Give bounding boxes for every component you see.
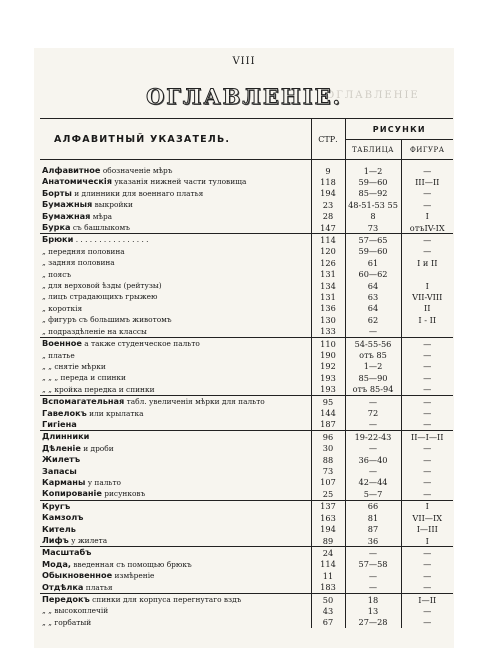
header-page: СТР. — [311, 119, 345, 160]
entry-table: 59—60 — [345, 246, 401, 257]
entry-table: отъ 85 — [345, 350, 401, 361]
entry-keyword: Дѣленіе — [42, 442, 81, 453]
entry-figure: III—II — [401, 176, 453, 187]
entry-description: „ фигуръ съ большимъ животомъ — [42, 315, 172, 325]
table-row — [40, 454, 453, 465]
entry-description: рисунковъ — [101, 489, 146, 499]
entry-description: „ „ горбатый — [42, 617, 92, 627]
entry-figure: VII—IX — [401, 512, 453, 523]
entry-term — [40, 512, 311, 523]
entry-term — [40, 269, 311, 280]
entry-table: 8 — [345, 211, 401, 222]
entry-page: 193 — [311, 384, 345, 396]
entry-term — [40, 396, 311, 408]
entry-description: „ платье — [42, 350, 75, 360]
entry-term — [40, 165, 311, 176]
entry-term — [40, 361, 311, 372]
entry-figure: I — [401, 500, 453, 512]
entry-table: 73 — [345, 222, 401, 234]
entry-term — [40, 547, 311, 559]
entry-table: 36 — [345, 535, 401, 547]
entry-description: измѣреніе — [112, 571, 155, 581]
entry-term — [40, 488, 311, 500]
entry-table: 64 — [345, 303, 401, 314]
entry-page: 133 — [311, 326, 345, 338]
entry-page: 9 — [311, 165, 345, 176]
header-table: ТАБЛИЦА — [345, 140, 401, 160]
table-row — [40, 350, 453, 361]
entry-figure: — — [401, 338, 453, 350]
entry-figure: — — [401, 384, 453, 396]
entry-term — [40, 570, 311, 581]
book-page — [34, 48, 454, 648]
entry-term — [40, 257, 311, 268]
entry-description: у пальто — [85, 477, 121, 487]
entry-table: — — [345, 396, 401, 408]
entry-keyword: Копированіе — [42, 488, 102, 499]
entry-description: указанія нижней части туловища — [111, 177, 247, 187]
entry-term — [40, 535, 311, 547]
entry-keyword: Вспомагательная — [42, 396, 125, 407]
table-row — [40, 512, 453, 523]
entry-term — [40, 605, 311, 616]
entry-table: 42—44 — [345, 477, 401, 488]
table-row — [40, 384, 453, 396]
entry-table: 72 — [345, 408, 401, 419]
table-row — [40, 372, 453, 383]
entry-description: обозначеніе мѣръ — [100, 166, 173, 175]
entry-description: мѣра — [90, 211, 113, 221]
index-rows — [40, 160, 453, 629]
table-row — [40, 314, 453, 325]
entry-keyword: Передокъ — [42, 594, 90, 605]
table-row — [40, 396, 453, 408]
entry-term — [40, 326, 311, 338]
entry-keyword: Отдѣлка — [42, 581, 84, 592]
entry-page: 114 — [311, 234, 345, 246]
entry-table: 1—2 — [345, 361, 401, 372]
entry-description: или крылатка — [86, 408, 144, 418]
entry-table: отъ 85-94 — [345, 384, 401, 396]
entry-page: 130 — [311, 314, 345, 325]
entry-term — [40, 524, 311, 535]
entry-keyword: Кругъ — [42, 500, 71, 511]
entry-figure: I—II — [401, 594, 453, 606]
entry-keyword: Алфавитное — [42, 165, 101, 175]
entry-term — [40, 176, 311, 187]
entry-table: 27—28 — [345, 617, 401, 628]
table-row — [40, 176, 453, 187]
entry-term — [40, 582, 311, 594]
table-row — [40, 165, 453, 176]
entry-keyword: Обыкновенное — [42, 570, 113, 581]
table-row — [40, 408, 453, 419]
entry-term — [40, 617, 311, 628]
entry-page: 30 — [311, 443, 345, 454]
bleed-through-text: ОГЛАВЛЕНІЕ — [326, 90, 420, 101]
table-row — [40, 280, 453, 291]
entry-description: „ „ „ переда и спинки — [42, 373, 126, 383]
entry-description: „ поясъ — [42, 269, 72, 279]
entry-figure: — — [401, 605, 453, 616]
entry-table: — — [345, 582, 401, 594]
entry-figure: — — [401, 350, 453, 361]
entry-description: „ передняя половина — [42, 246, 125, 256]
header-drawings: РИСУНКИ — [345, 119, 453, 140]
entry-description: и дроби — [80, 443, 114, 453]
entry-figure — [401, 269, 453, 280]
entry-description: „ подраздѣленіе на классы — [42, 326, 147, 336]
entry-figure: — — [401, 466, 453, 477]
entry-table: 59—60 — [345, 176, 401, 187]
entry-term — [40, 338, 311, 350]
entry-page: 192 — [311, 361, 345, 372]
entry-figure: — — [401, 188, 453, 199]
entry-term — [40, 372, 311, 383]
entry-figure: I и II — [401, 257, 453, 268]
table-row — [40, 291, 453, 302]
entry-table: 62 — [345, 314, 401, 325]
entry-table: — — [345, 547, 401, 559]
entry-description: спинки для корпуса перегнутаго вздъ — [89, 595, 242, 605]
entry-term — [40, 199, 311, 210]
entry-figure: I—III — [401, 524, 453, 535]
entry-page: 107 — [311, 477, 345, 488]
entry-keyword: Масштабъ — [42, 547, 92, 558]
table-row — [40, 303, 453, 314]
entry-keyword: Запасы — [42, 465, 77, 476]
entry-page: 73 — [311, 466, 345, 477]
entry-keyword: Камзолъ — [42, 512, 84, 523]
entry-term — [40, 408, 311, 419]
entry-description: „ для верховой ѣзды (рейтузы) — [42, 281, 162, 291]
entry-description: „ „ высокоплечій — [42, 606, 109, 616]
table-row — [40, 547, 453, 559]
entry-table: 36—40 — [345, 454, 401, 465]
entry-term — [40, 466, 311, 477]
entry-figure: — — [401, 443, 453, 454]
entry-figure: — — [401, 396, 453, 408]
entry-figure: — — [401, 361, 453, 372]
entry-page: 50 — [311, 594, 345, 606]
entry-term — [40, 559, 311, 570]
entry-figure: — — [401, 582, 453, 594]
entry-description: „ „ снятіе мѣрки — [42, 361, 106, 371]
entry-figure: — — [401, 419, 453, 431]
entry-keyword: Гавелокъ — [42, 407, 87, 418]
table-row — [40, 188, 453, 199]
entry-keyword: Бурка — [42, 222, 71, 233]
entry-page: 131 — [311, 269, 345, 280]
entry-table: 19-22-43 — [345, 431, 401, 443]
entry-page: 114 — [311, 559, 345, 570]
entry-term — [40, 211, 311, 222]
entry-table: 60—62 — [345, 269, 401, 280]
entry-keyword: Борты — [42, 187, 72, 198]
entry-description: введенная съ помощью брюкъ — [71, 559, 192, 569]
entry-figure: — — [401, 477, 453, 488]
entry-table: 57—65 — [345, 234, 401, 246]
entry-term — [40, 280, 311, 291]
entry-description: „ „ кройка передка и спинки — [42, 384, 155, 394]
table-row — [40, 617, 453, 628]
entry-page: 194 — [311, 188, 345, 199]
entry-table: — — [345, 570, 401, 581]
entry-figure: — — [401, 234, 453, 246]
entry-page: 144 — [311, 408, 345, 419]
entry-page: 43 — [311, 605, 345, 616]
entry-table: 18 — [345, 594, 401, 606]
entry-figure: — — [401, 488, 453, 500]
entry-keyword: Лифъ — [42, 535, 69, 545]
entry-term — [40, 246, 311, 257]
entry-description: „ лицъ страдающихъ грыжею — [42, 292, 158, 302]
table-row — [40, 419, 453, 431]
entry-figure: — — [401, 246, 453, 257]
entry-figure: II — [401, 303, 453, 314]
table-row — [40, 431, 453, 443]
entry-term — [40, 419, 311, 431]
entry-figure: — — [401, 559, 453, 570]
table-row — [40, 234, 453, 246]
entry-figure: I — [401, 535, 453, 547]
entry-table: 85—92 — [345, 188, 401, 199]
entry-keyword: Китель — [42, 523, 76, 534]
entry-figure: — — [401, 165, 453, 176]
entry-term — [40, 350, 311, 361]
entry-table: 61 — [345, 257, 401, 268]
table-row — [40, 488, 453, 500]
table-row — [40, 269, 453, 280]
entry-table: 63 — [345, 291, 401, 302]
entry-page: 131 — [311, 291, 345, 302]
entry-figure: I — [401, 280, 453, 291]
table-row — [40, 594, 453, 606]
entry-keyword: Мода, — [42, 558, 72, 569]
table-row — [40, 605, 453, 616]
entry-description: „ короткія — [42, 303, 83, 313]
entry-figure: I — [401, 211, 453, 222]
entry-page: 95 — [311, 396, 345, 408]
entry-table: — — [345, 326, 401, 338]
entry-figure: — — [401, 199, 453, 210]
entry-page: 134 — [311, 280, 345, 291]
entry-page: 147 — [311, 222, 345, 234]
entry-term — [40, 234, 311, 246]
table-row — [40, 338, 453, 350]
entry-term — [40, 188, 311, 199]
entry-page: 24 — [311, 547, 345, 559]
table-row — [40, 257, 453, 268]
entry-page: 183 — [311, 582, 345, 594]
table-row — [40, 582, 453, 594]
table-row — [40, 326, 453, 338]
entry-page: 163 — [311, 512, 345, 523]
entry-table: 57—58 — [345, 559, 401, 570]
entry-page: 118 — [311, 176, 345, 187]
entry-figure: — — [401, 617, 453, 628]
entry-term — [40, 303, 311, 314]
entry-keyword: Бумажныя — [42, 199, 93, 210]
entry-page: 194 — [311, 524, 345, 535]
entry-page: 193 — [311, 372, 345, 383]
entry-term — [40, 384, 311, 396]
entry-keyword: Брюки — [42, 234, 74, 245]
entry-description: выкройки — [92, 200, 133, 210]
entry-page: 89 — [311, 535, 345, 547]
entry-page: 96 — [311, 431, 345, 443]
entry-table: 48-51-53 55 — [345, 199, 401, 210]
entry-page: 110 — [311, 338, 345, 350]
entry-page: 136 — [311, 303, 345, 314]
entry-page: 25 — [311, 488, 345, 500]
table-row — [40, 443, 453, 454]
table-row — [40, 361, 453, 372]
entry-description: у жилета — [68, 536, 108, 545]
entry-term — [40, 500, 311, 512]
entry-table: 1—2 — [345, 165, 401, 176]
page-folio: VIII — [232, 56, 256, 67]
entry-table: — — [345, 466, 401, 477]
entry-keyword: Анатомическія — [42, 176, 112, 187]
entry-description: а также студенческое пальто — [81, 339, 200, 349]
entry-description: . . . . . . . . . . . . . . . . — [73, 235, 149, 245]
entry-figure: — — [401, 454, 453, 465]
entry-table: 66 — [345, 500, 401, 512]
header-figure: ФИГУРА — [401, 140, 453, 160]
entry-keyword: Гигіена — [42, 418, 77, 429]
entry-keyword: Длинники — [42, 431, 90, 442]
entry-figure: II—I—II — [401, 431, 453, 443]
entry-page: 137 — [311, 500, 345, 512]
entry-page: 187 — [311, 419, 345, 431]
entry-table: 85—90 — [345, 372, 401, 383]
entry-term — [40, 477, 311, 488]
table-row — [40, 570, 453, 581]
entry-term — [40, 222, 311, 234]
header-index: АЛФАВИТНЫЙ УКАЗАТЕЛЬ. — [40, 119, 311, 160]
table-row — [40, 222, 453, 234]
entry-figure: — — [401, 372, 453, 383]
entry-table: 5—7 — [345, 488, 401, 500]
table-row — [40, 500, 453, 512]
index-table — [40, 118, 453, 628]
entry-figure: — — [401, 547, 453, 559]
entry-table: 64 — [345, 280, 401, 291]
entry-page: 23 — [311, 199, 345, 210]
entry-description: платья — [83, 582, 113, 592]
table-row — [40, 199, 453, 210]
entry-term — [40, 443, 311, 454]
table-row — [40, 535, 453, 547]
entry-page: 28 — [311, 211, 345, 222]
entry-term — [40, 594, 311, 606]
entry-page: 67 — [311, 617, 345, 628]
entry-figure — [401, 326, 453, 338]
table-row — [40, 559, 453, 570]
entry-page: 88 — [311, 454, 345, 465]
entry-figure: — — [401, 408, 453, 419]
entry-term — [40, 314, 311, 325]
entry-keyword: Бумажная — [42, 210, 91, 221]
table-row — [40, 524, 453, 535]
entry-figure: I - II — [401, 314, 453, 325]
page-title: ОГЛАВЛЕНІЕ. — [146, 84, 342, 109]
entry-page: 11 — [311, 570, 345, 581]
entry-description: табл. увеличенія мѣрки для пальто — [124, 397, 265, 407]
entry-description: „ задняя половина — [42, 258, 115, 268]
entry-table: — — [345, 443, 401, 454]
entry-page: 120 — [311, 246, 345, 257]
entry-table: 13 — [345, 605, 401, 616]
entry-description: съ башлыкомъ — [70, 223, 130, 233]
entry-page: 126 — [311, 257, 345, 268]
entry-table: 54-55-56 — [345, 338, 401, 350]
entry-table: 81 — [345, 512, 401, 523]
entry-table: 87 — [345, 524, 401, 535]
entry-keyword: Жилетъ — [42, 454, 81, 465]
table-row — [40, 466, 453, 477]
entry-figure: VII-VIII — [401, 291, 453, 302]
table-row — [40, 211, 453, 222]
entry-term — [40, 454, 311, 465]
entry-term — [40, 291, 311, 302]
entry-term — [40, 431, 311, 443]
entry-table: — — [345, 419, 401, 431]
entry-keyword: Военное — [42, 338, 82, 349]
entry-page: 190 — [311, 350, 345, 361]
table-row — [40, 246, 453, 257]
entry-description: и длинники для военнаго платья — [71, 188, 204, 198]
table-row — [40, 477, 453, 488]
entry-figure: — — [401, 570, 453, 581]
entry-keyword: Карманы — [42, 476, 86, 487]
entry-figure: отъIV-IX — [401, 222, 453, 234]
